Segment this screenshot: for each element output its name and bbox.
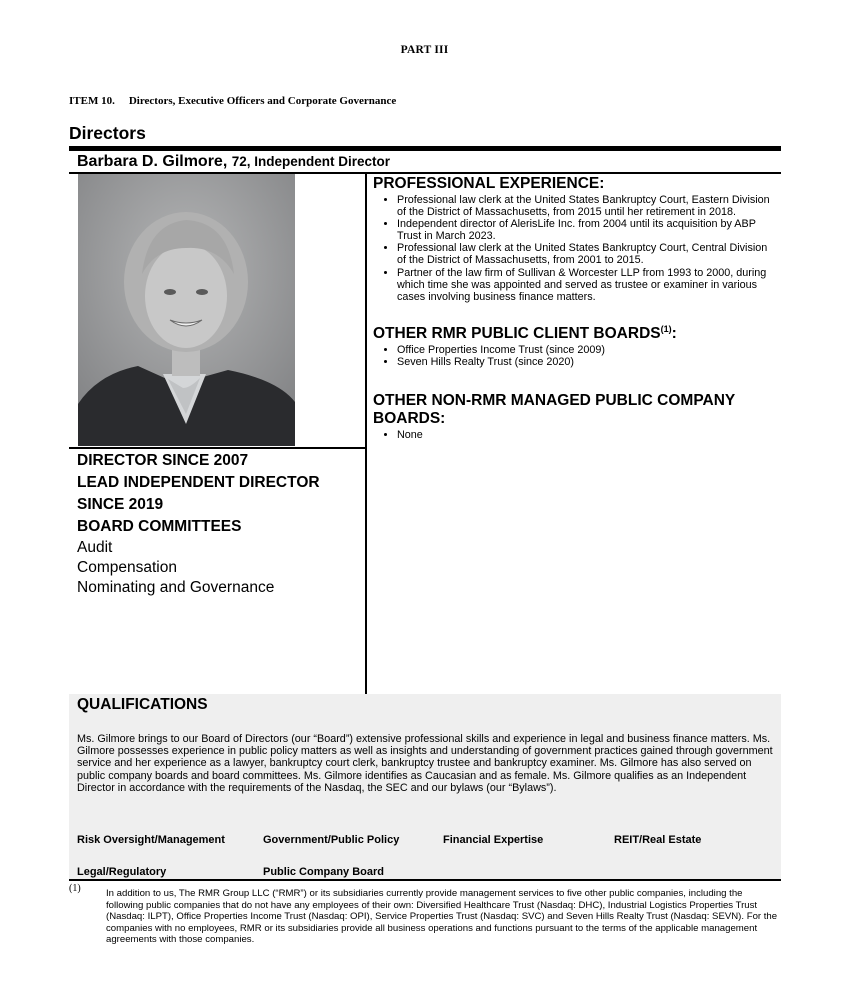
lead-director-line2: SINCE 2019	[77, 496, 164, 513]
qualifications-heading: QUALIFICATIONS	[77, 696, 208, 713]
item-heading	[69, 95, 396, 107]
director-photo	[78, 174, 295, 446]
list-item: • Office Properties Income Trust (since 2009)	[397, 344, 778, 356]
non-rmr-boards-heading: OTHER NON-RMR MANAGED PUBLIC COMPANY BOARDS:	[373, 392, 735, 428]
experience-heading: PROFESSIONAL EXPERIENCE:	[373, 175, 605, 192]
committee-item: Audit	[77, 539, 113, 556]
non-rmr-boards-list	[373, 429, 778, 441]
footnote-ref: (1)	[660, 323, 672, 334]
rmr-boards-list	[373, 344, 778, 368]
qualification-tag: Government/Public Policy	[263, 834, 400, 846]
photo-rule	[69, 447, 365, 449]
director-since: DIRECTOR SINCE 2007	[77, 452, 249, 469]
list-item: • Professional law clerk at the United States Bankruptcy Court, Eastern Division of the District of Massachusetts, from 2015 until her retirement in 2018.	[397, 194, 778, 218]
list-item: • None	[397, 429, 778, 441]
footnote-text: In addition to us, The RMR Group LLC (“RMR”) or its subsidiaries currently provide management services to five other public companies, including the following public companies that do not have any employees of their own: Diversified Healthcare Trust (Nasdaq: DHC), Industrial Logistics Properties Trust (Nasdaq: ILPT), Office Properties Income Trust (Nasdaq: OPI), Service Properties Trust (Nasdaq: SVC) and Seven Hills Realty Trust (Nasdaq: SEVN). For the companies with no employees, RMR or its subsidiaries provide all business operations and functions pursuant to the terms of the applicable management agreements with those companies.	[106, 888, 778, 946]
lead-director-line1: LEAD INDEPENDENT DIRECTOR	[77, 474, 320, 491]
column-divider	[365, 172, 367, 694]
part-heading: PART III	[400, 44, 449, 56]
experience-list	[373, 194, 778, 303]
list-item: • Seven Hills Realty Trust (since 2020)	[397, 356, 778, 368]
section-title: Directors	[69, 123, 146, 143]
list-item: • Partner of the law firm of Sullivan & Worcester LLP from 1993 to 2000, during which time she was appointed and served as trustee or examiner in various cases involving business finance matters.	[397, 267, 778, 303]
top-rule	[69, 146, 781, 151]
qualification-tag: Public Company Board	[263, 866, 385, 878]
director-tenure	[77, 450, 362, 598]
qualification-tag: Financial Expertise	[443, 834, 544, 846]
list-item: • Independent director of AlerisLife Inc. from 2004 until its acquisition by ABP Trust in March 2023.	[397, 218, 778, 242]
qualification-tag: REIT/Real Estate	[614, 834, 702, 846]
director-name-row	[77, 153, 390, 171]
director-name: Barbara D. Gilmore,	[77, 153, 228, 170]
rmr-boards-heading-text: OTHER RMR PUBLIC CLIENT BOARDS	[373, 325, 661, 342]
portrait-image	[78, 174, 295, 446]
director-meta: 72, Independent Director	[231, 154, 391, 169]
rmr-boards-heading	[373, 320, 778, 343]
bottom-rule	[69, 879, 781, 881]
list-item: • Professional law clerk at the United States Bankruptcy Court, Central Division of the District of Massachusetts, from 2001 to 2015.	[397, 242, 778, 266]
committee-item: Compensation	[77, 559, 177, 576]
committee-item: Nominating and Governance	[77, 579, 275, 596]
qualification-tag: Risk Oversight/Management	[77, 834, 225, 846]
item-title: Directors, Executive Officers and Corporate Governance	[128, 95, 397, 107]
item-label: ITEM 10.	[69, 95, 115, 107]
committees-heading: BOARD COMMITTEES	[77, 518, 242, 535]
experience-column	[373, 175, 778, 441]
rmr-boards-colon: :	[671, 325, 677, 342]
qualification-tag: Legal/Regulatory	[77, 866, 167, 878]
qualifications-text: Ms. Gilmore brings to our Board of Directors (our “Board”) extensive professional skills and experience in legal and business finance matters. Ms. Gilmore possesses experience in public policy matters as well as insights and understanding of government practices gained through government service and her experience as a lawyer, bankruptcy court clerk, bankruptcy trustee and bankruptcy examiner. Ms. Gilmore has also served on public company boards and board committees. Ms. Gilmore identifies as Caucasian and as female. Ms. Gilmore qualifies as an Independent Director in accordance with the requirements of the Nasdaq, the SEC and our bylaws (our “Bylaws”).	[77, 733, 773, 794]
footnote-mark: (1)	[69, 883, 81, 894]
